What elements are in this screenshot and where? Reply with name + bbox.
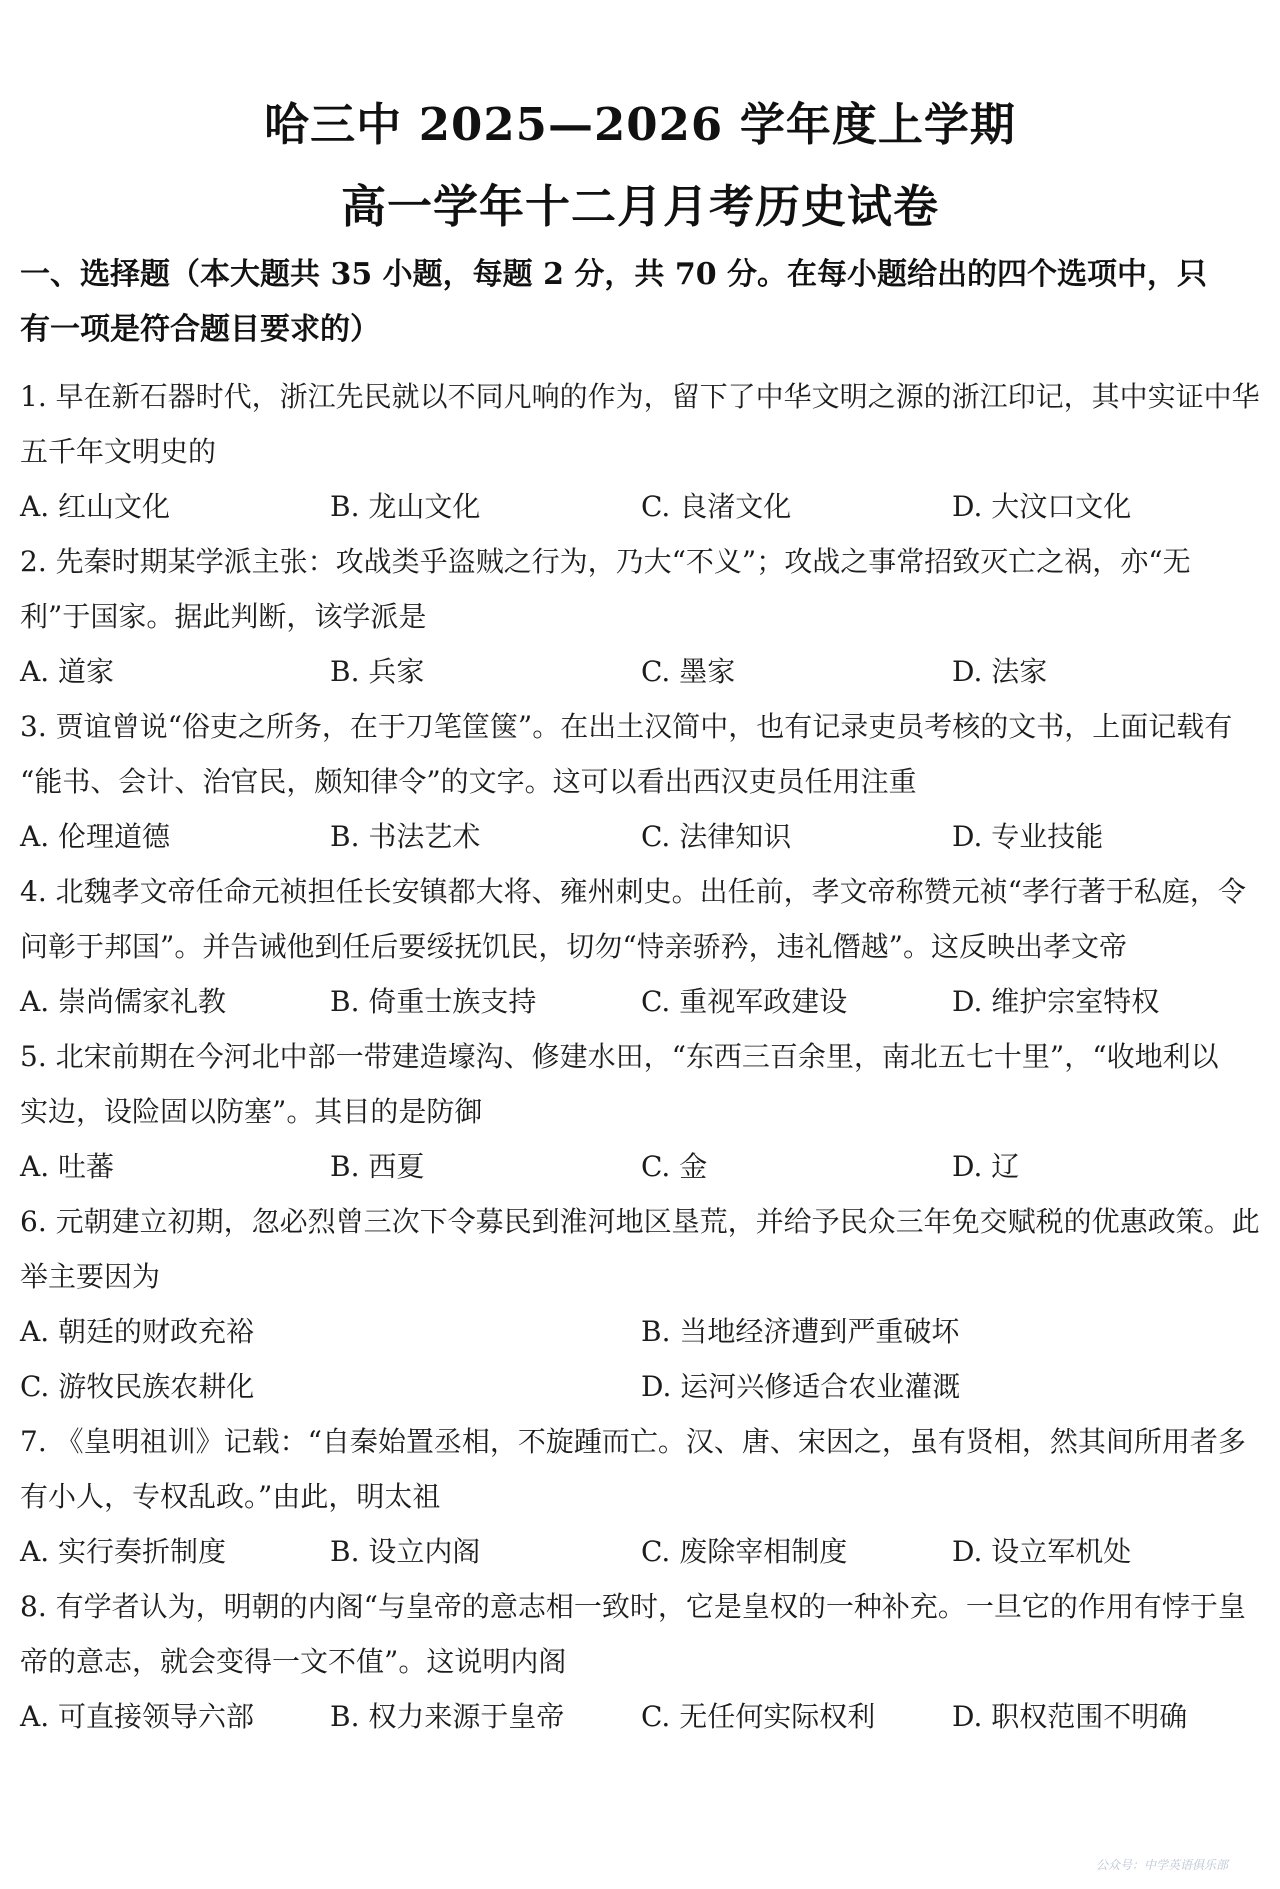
question-4-option-a: A. 崇尚儒家礼教 — [20, 985, 227, 1018]
question-7-option-c: C. 废除宰相制度 — [641, 1535, 848, 1568]
question-6-option-c: C. 游牧民族农耕化 — [20, 1370, 255, 1403]
question-4-text-line-1: 4. 北魏孝文帝任命元祯担任长安镇都大将、雍州刺史。出任前，孝文帝称赞元祯“孝行著于私庭，令 — [20, 875, 1246, 908]
question-5-option-c: C. 金 — [641, 1150, 708, 1183]
question-4-option-c: C. 重视军政建设 — [641, 985, 848, 1018]
question-6-option-a: A. 朝廷的财政充裕 — [20, 1315, 255, 1348]
question-8-text-line-1: 8. 有学者认为，明朝的内阁“与皇帝的意志相一致时，它是皇权的一种补充。一旦它的作用有悖于皇 — [20, 1590, 1246, 1623]
question-3-text-line-1: 3. 贾谊曾说“俗吏之所务，在于刀笔筐箧”。在出土汉简中，也有记录吏员考核的文书，上面记载有 — [20, 710, 1233, 743]
question-1-text-line-1: 1. 早在新石器时代，浙江先民就以不同凡响的作为，留下了中华文明之源的浙江印记，其中实证中华 — [20, 380, 1260, 413]
question-7-option-b: B. 设立内阁 — [330, 1535, 481, 1568]
question-5-option-d: D. 辽 — [952, 1150, 1020, 1183]
question-1-option-a: A. 红山文化 — [20, 490, 171, 523]
question-8-option-c: C. 无任何实际权利 — [641, 1700, 876, 1733]
question-8-option-a: A. 可直接领导六部 — [20, 1700, 255, 1733]
question-4-option-b: B. 倚重士族支持 — [330, 985, 537, 1018]
section-heading-line-1: 一、选择题（本大题共 35 小题，每题 2 分，共 70 分。在每小题给出的四个选项中，只 — [20, 257, 1208, 292]
question-1-option-c: C. 良渚文化 — [641, 490, 792, 523]
question-5-text-line-1: 5. 北宋前期在今河北中部一带建造壕沟、修建水田，“东西三百余里，南北五七十里”，“收地利以 — [20, 1040, 1219, 1073]
question-2-option-d: D. 法家 — [952, 655, 1048, 688]
question-1-option-b: B. 龙山文化 — [330, 490, 481, 523]
question-5-text-line-2: 实边，设险固以防塞”。其目的是防御 — [20, 1095, 483, 1128]
question-7-text-line-1: 7. 《皇明祖训》记载：“自秦始置丞相，不旋踵而亡。汉、唐、宋因之，虽有贤相，然其间所用者多 — [20, 1425, 1246, 1458]
question-6-option-d: D. 运河兴修适合农业灌溉 — [641, 1370, 961, 1403]
question-6-text-line-2: 举主要因为 — [20, 1260, 161, 1293]
question-4-text-line-2: 问彰于邦国”。并告诫他到任后要绥抚饥民，切勿“恃亲骄矜，违礼僭越”。这反映出孝文帝 — [20, 930, 1127, 963]
question-7-option-d: D. 设立军机处 — [952, 1535, 1132, 1568]
question-8-option-d: D. 职权范围不明确 — [952, 1700, 1188, 1733]
question-1-text-line-2: 五千年文明史的 — [20, 435, 217, 468]
question-3-option-d: D. 专业技能 — [952, 820, 1104, 853]
question-8-text-line-2: 帝的意志，就会变得一文不值”。这说明内阁 — [20, 1645, 567, 1678]
question-7-option-a: A. 实行奏折制度 — [20, 1535, 227, 1568]
question-5-option-a: A. 吐蕃 — [20, 1150, 115, 1183]
question-5-option-b: B. 西夏 — [330, 1150, 425, 1183]
question-6-option-b: B. 当地经济遭到严重破坏 — [641, 1315, 960, 1348]
question-3-option-c: C. 法律知识 — [641, 820, 792, 853]
question-2-text-line-1: 2. 先秦时期某学派主张：攻战类乎盗贼之行为，乃大“不义”；攻战之事常招致灭亡之祸，亦“无 — [20, 545, 1191, 578]
exam-subtitle: 高一学年十二月月考历史试卷 — [340, 180, 939, 233]
watermark-text: 公众号：中学英语俱乐部 — [1095, 1858, 1228, 1872]
question-3-option-b: B. 书法艺术 — [330, 820, 481, 853]
section-heading-line-2: 有一项是符合题目要求的） — [20, 312, 380, 347]
question-2-text-line-2: 利”于国家。据此判断，该学派是 — [20, 600, 427, 633]
question-2-option-a: A. 道家 — [20, 655, 115, 688]
question-2-option-b: B. 兵家 — [330, 655, 425, 688]
question-8-option-b: B. 权力来源于皇帝 — [330, 1700, 565, 1733]
question-3-text-line-2: “能书、会计、治官民，颇知律令”的文字。这可以看出西汉吏员任用注重 — [20, 765, 917, 798]
question-2-option-c: C. 墨家 — [641, 655, 736, 688]
question-7-text-line-2: 有小人，专权乱政。”由此，明太祖 — [20, 1480, 441, 1513]
question-3-option-a: A. 伦理道德 — [20, 820, 171, 853]
question-4-option-d: D. 维护宗室特权 — [952, 985, 1160, 1018]
question-1-option-d: D. 大汶口文化 — [952, 490, 1132, 523]
exam-title: 哈三中 2025—2026 学年度上学期 — [264, 98, 1016, 151]
question-6-text-line-1: 6. 元朝建立初期，忽必烈曾三次下令募民到淮河地区垦荒，并给予民众三年免交赋税的优惠政策。此 — [20, 1205, 1260, 1238]
